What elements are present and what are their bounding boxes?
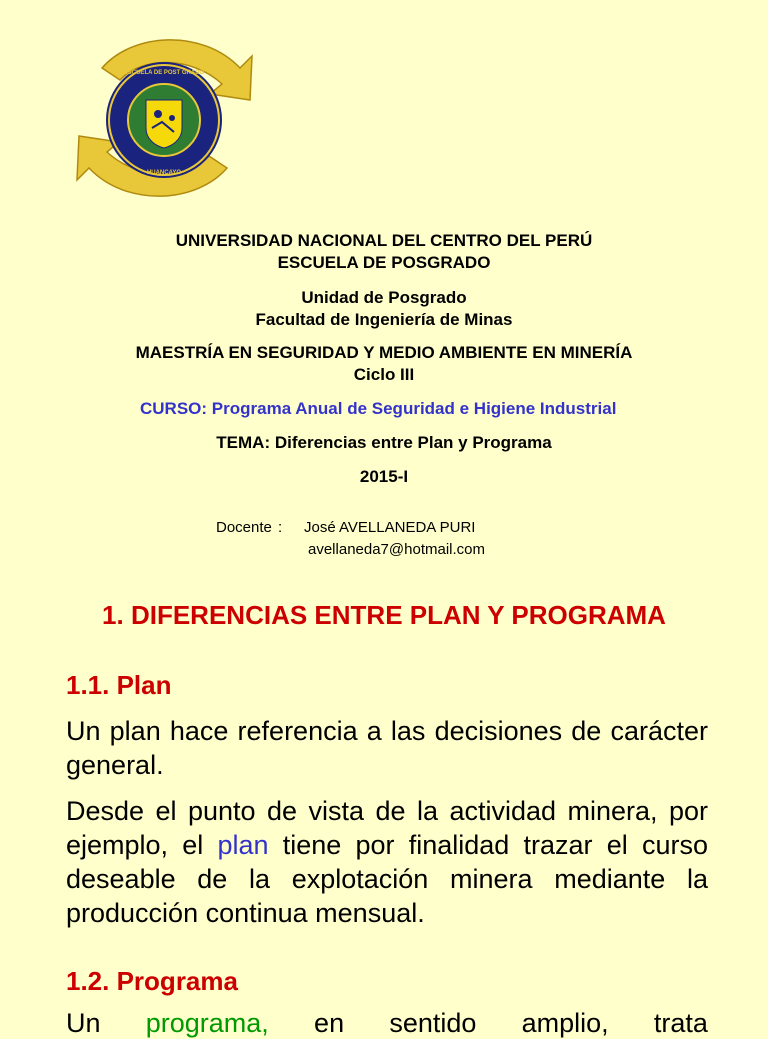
- topic-line: [0, 432, 768, 454]
- school-name: ESCUELA DE POSGRADO: [277, 253, 491, 272]
- teacher-name: José AVELLANEDA PURI: [304, 519, 476, 536]
- cycle: Ciclo III: [353, 365, 415, 384]
- university-logo: [62, 28, 267, 208]
- plan-paragraph-2-text-a: Desde el punto de vista de la actividad minera, por ejemplo, el: [66, 796, 708, 860]
- plan-paragraph-2-text-b: tiene por finalidad trazar el curso deseable de la explotación minera mediante la producción continua mensual.: [66, 830, 708, 928]
- word: trata: [653, 1008, 708, 1038]
- teacher-block: [216, 517, 485, 561]
- word: sentido: [389, 1008, 477, 1038]
- svg-text:ESCUELA DE POST GRADO: ESCUELA DE POST GRADO: [123, 70, 205, 76]
- teacher-colon: :: [278, 519, 283, 536]
- section-title: 1. DIFERENCIAS ENTRE PLAN Y PROGRAMA: [102, 600, 666, 630]
- word: amplio,: [521, 1008, 609, 1038]
- topic-name: Diferencias entre Plan y Programa: [274, 433, 552, 452]
- plan-heading: 1.1. Plan: [66, 670, 172, 700]
- programa-keyword: programa,: [145, 1008, 269, 1038]
- teacher-email: avellaneda7@hotmail.com: [308, 541, 485, 558]
- plan-paragraph-2: [66, 794, 708, 930]
- course-label: CURSO:: [140, 399, 208, 418]
- master-name: MAESTRÍA EN SEGURIDAD Y MEDIO AMBIENTE EN MINERÍA: [135, 343, 633, 362]
- course-name: Programa Anual de Seguridad e Higiene Industrial: [211, 399, 617, 418]
- word: en: [314, 1008, 345, 1038]
- plan-paragraph-1: Un plan hace referencia a las decisiones de carácter general.: [66, 716, 708, 780]
- term: 2015-I: [359, 467, 409, 486]
- faculty-name: Facultad de Ingeniería de Minas: [255, 310, 513, 329]
- plan-keyword: plan: [217, 830, 269, 860]
- svg-text:HUANCAYO: HUANCAYO: [146, 170, 182, 176]
- course-line: [140, 398, 700, 420]
- topic-label: TEMA:: [216, 433, 271, 452]
- word: Un: [66, 1008, 101, 1038]
- programa-heading: 1.2. Programa: [66, 966, 238, 996]
- unit-name: Unidad de Posgrado: [301, 288, 467, 307]
- university-name: UNIVERSIDAD NACIONAL DEL CENTRO DEL PERÚ: [175, 231, 593, 250]
- teacher-label: Docente: [216, 519, 272, 536]
